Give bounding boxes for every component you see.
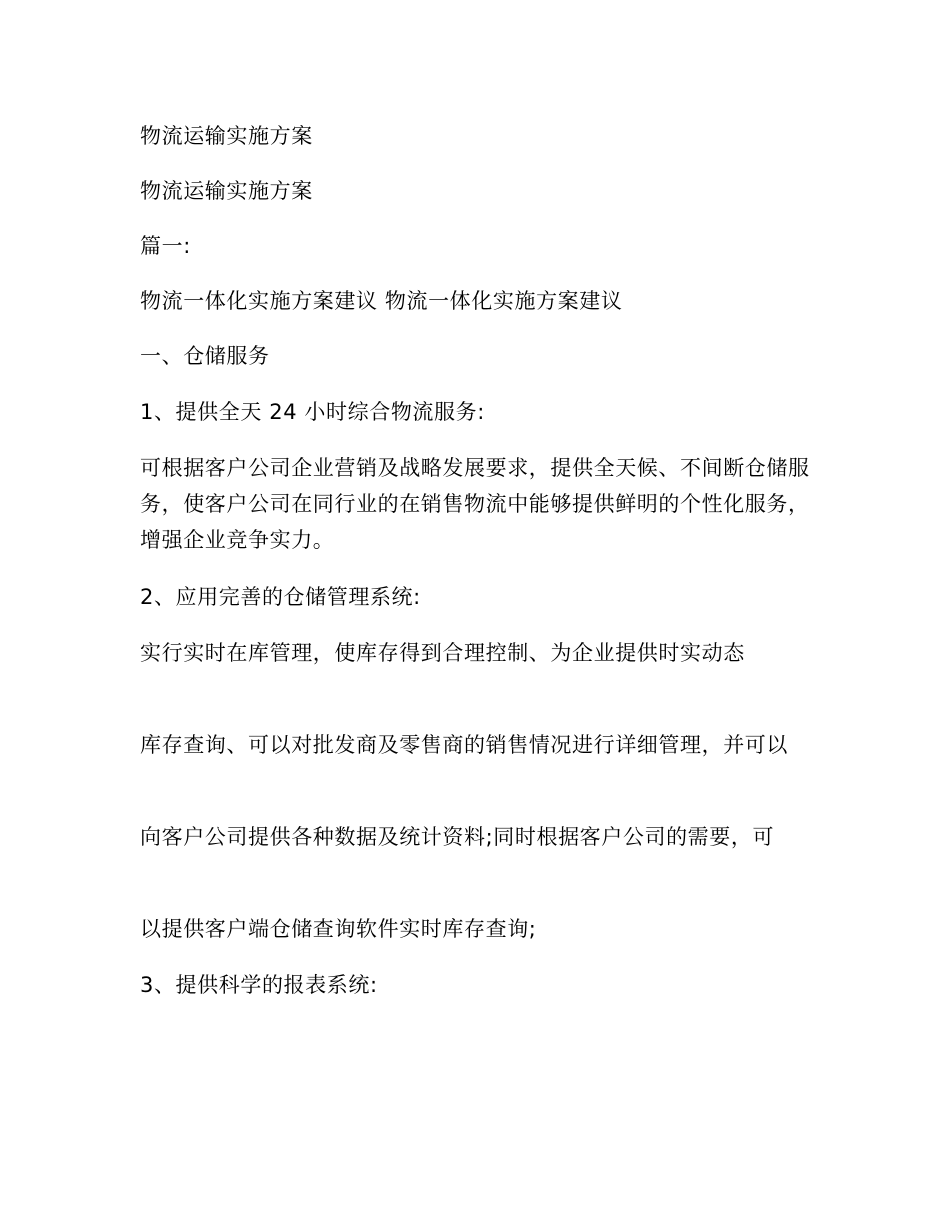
item-2-paragraph-3: 向客户公司提供各种数据及统计资料;同时根据客户公司的需要，可: [140, 825, 775, 849]
item-2-paragraph-2: 库存查询、可以对批发商及零售商的销售情况进行详细管理，并可以: [140, 733, 788, 757]
section-1-heading: 一、仓储服务: [140, 344, 270, 368]
item-2-title: 2、应用完善的仓储管理系统:: [140, 585, 421, 609]
chapter-label: 篇一:: [140, 234, 191, 258]
item-2-paragraph-1: 实行实时在库管理，使库存得到合理控制、为企业提供时实动态: [140, 641, 745, 665]
document-subtitle: 物流运输实施方案: [140, 179, 313, 203]
item-2-paragraph-4: 以提供客户端仓储查询软件实时库存查询;: [140, 917, 537, 941]
section-heading: 物流一体化实施方案建议 物流一体化实施方案建议: [140, 289, 623, 313]
item-1-title: 1、提供全天 24 小时综合物流服务:: [140, 400, 485, 424]
item-3-title: 3、提供科学的报表系统:: [140, 973, 378, 997]
item-1-body: 可根据客户公司企业营销及战略发展要求，提供全天候、不间断仓储服务，使客户公司在同行业的在销售物流中能够提供鲜明的个性化服务，增强企业竞争实力。: [140, 456, 810, 552]
document-title: 物流运输实施方案: [140, 124, 313, 148]
